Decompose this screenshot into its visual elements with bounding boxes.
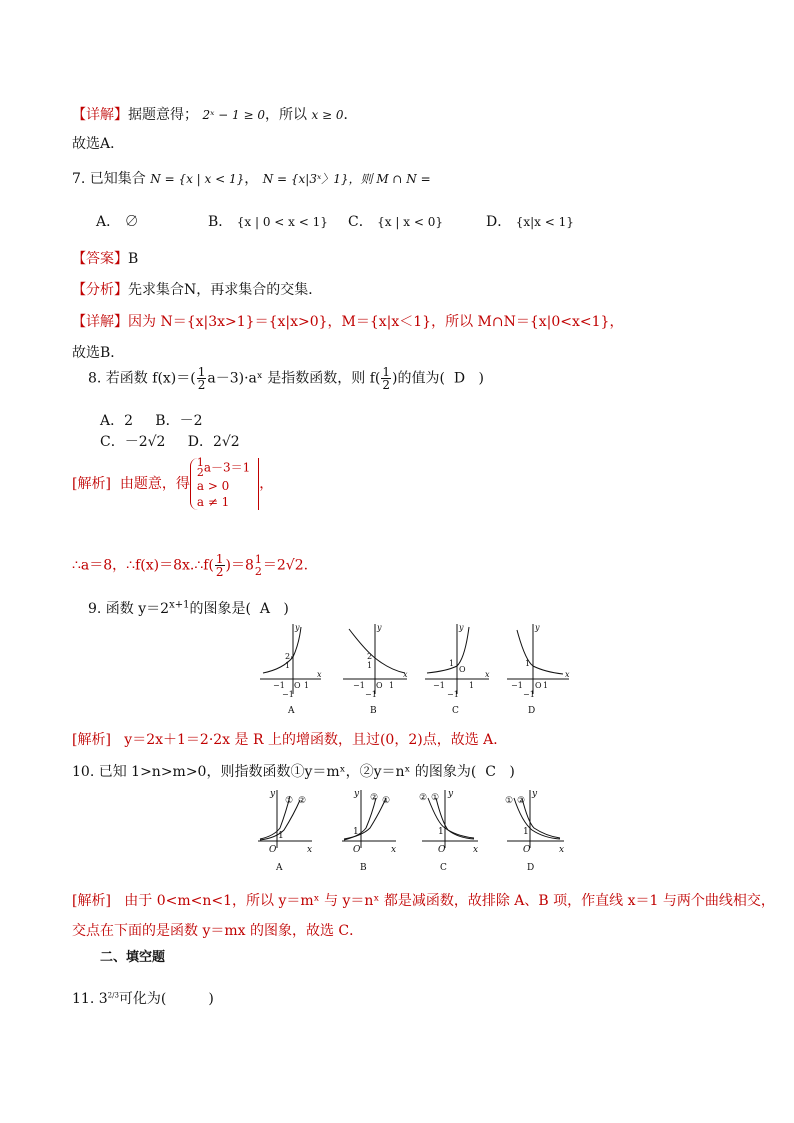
svg-text:y: y xyxy=(377,623,382,632)
q11-exponent: 2/3 xyxy=(107,991,119,1000)
q8-final xyxy=(72,553,308,578)
q10-stem-end: ) xyxy=(509,764,515,780)
svg-text:1: 1 xyxy=(525,659,531,668)
q8-option-a: A．2 xyxy=(100,413,134,429)
svg-text:x: x xyxy=(403,670,408,679)
frac-num: 1 xyxy=(197,365,206,379)
q10-stem xyxy=(72,761,515,781)
svg-text:y: y xyxy=(354,789,360,799)
q9-label-d: D xyxy=(528,706,536,716)
svg-text:②: ② xyxy=(517,796,526,806)
q8-fraction-2 xyxy=(381,366,391,391)
q6-detail-text-b: ，所以 xyxy=(264,107,307,123)
q8-options-row1 xyxy=(100,410,203,430)
q11-stem xyxy=(72,988,214,1008)
option-text: {x | x < 0} xyxy=(377,215,443,229)
q9-stem-a: 9. 函数 y＝2 xyxy=(88,601,170,617)
svg-text:−1: −1 xyxy=(511,681,523,690)
q8-stem-b: a－3)·aˣ 是指数函数，则 f( xyxy=(207,370,381,387)
q7-analysis-text: 先求集合N，再求集合的交集． xyxy=(128,282,323,298)
svg-text:−1: −1 xyxy=(523,690,535,699)
svg-text:x: x xyxy=(317,670,322,679)
q7-set-m: N = {x | x < 1} xyxy=(150,172,245,186)
svg-text:y: y xyxy=(295,623,300,632)
q8-fraction xyxy=(197,366,207,391)
q9-stem-c: ) xyxy=(283,601,289,617)
q7-analysis xyxy=(72,279,322,299)
svg-text:1: 1 xyxy=(389,681,395,690)
q7-answer-value: B xyxy=(128,251,139,267)
svg-text:−1: −1 xyxy=(273,681,285,690)
sys-frac-den: 2 xyxy=(196,466,204,479)
q7-option-c xyxy=(348,211,443,231)
q8-stem-a: 8. 若函数 f(x)＝( xyxy=(88,370,196,387)
frac-den: 2 xyxy=(254,564,262,578)
q10-label-a: A xyxy=(276,863,283,873)
q8-sys-line2: a > 0 xyxy=(196,479,230,493)
q7-stem xyxy=(72,168,431,188)
q8-system xyxy=(190,458,259,510)
svg-text:1: 1 xyxy=(438,827,444,837)
q10-label-c: C xyxy=(440,863,447,873)
svg-text:②: ② xyxy=(419,793,428,803)
q10-sol-text1: 由于 0<m<n<1，所以 y＝mˣ 与 y＝nˣ 都是减函数，故排除 A、B 项，作直线 x＝1 与两个曲线相交， xyxy=(124,893,775,909)
svg-text:1: 1 xyxy=(469,681,475,690)
frac-den: 2 xyxy=(382,378,391,392)
frac-num: 1 xyxy=(254,552,262,566)
q7-set-n: N = {x|3ˣ〉1} xyxy=(262,172,349,186)
q8-sys-line1 xyxy=(197,458,250,478)
q9-exponent: x+1 xyxy=(169,599,190,611)
svg-text:①: ① xyxy=(285,796,294,806)
q6-detail-math2: x ≥ 0 xyxy=(311,108,344,122)
svg-text:O: O xyxy=(269,845,277,855)
q10-stem-text: 10. 已知 1>n>m>0，则指数函数①y＝mˣ，②y＝nˣ 的图象为( xyxy=(72,764,477,780)
q11-text: 可化为( ) xyxy=(118,991,214,1007)
svg-text:1: 1 xyxy=(543,681,549,690)
q7-detail-text: 因为 N＝{x|3x>1}＝{x|x>0}，M＝{x|x＜1}，所以 M∩N＝{x|0<x<1}， xyxy=(128,314,624,330)
svg-text:−1: −1 xyxy=(433,681,445,690)
svg-text:O: O xyxy=(459,665,466,674)
sys-frac-num: 1 xyxy=(196,456,204,469)
svg-text:−1: −1 xyxy=(365,690,377,699)
svg-text:−1: −1 xyxy=(447,690,459,699)
q8-options-row2 xyxy=(100,431,240,451)
svg-text:②: ② xyxy=(298,796,307,806)
q11-base: 3 xyxy=(98,991,108,1007)
q7-stem-prefix: 7. 已知集合 xyxy=(72,171,146,187)
q7-option-d xyxy=(486,211,574,231)
q8-stem-c: )的值为( xyxy=(392,370,445,387)
q10-graphs xyxy=(252,786,572,876)
q9-sol-text: y＝2x＋1＝2·2x 是 R 上的增函数，且过(0，2)点，故选 A． xyxy=(124,732,508,748)
svg-text:x: x xyxy=(307,845,313,855)
section-title: 二、填空题 xyxy=(100,950,166,965)
q9-label-c: C xyxy=(452,706,459,716)
svg-text:1: 1 xyxy=(304,681,310,690)
option-key: C． xyxy=(348,214,373,230)
svg-text:①: ① xyxy=(382,796,391,806)
svg-text:x: x xyxy=(473,845,479,855)
q6-detail-text: 据题意得； xyxy=(128,107,198,123)
q7-detail xyxy=(72,311,623,331)
q9-stem-b: 的图象是( xyxy=(189,601,251,617)
option-key: B． xyxy=(208,214,233,230)
q8-final-c: ＝2√2. xyxy=(262,557,309,574)
q8-final-frac xyxy=(215,553,225,578)
q6-detail-tag: 【详解】 xyxy=(72,107,128,123)
q9-graph-a xyxy=(260,624,321,694)
frac-den: 2 xyxy=(197,378,206,392)
sys-eq1: a－3＝1 xyxy=(203,460,251,475)
svg-text:y: y xyxy=(270,789,276,799)
svg-text:x: x xyxy=(559,845,565,855)
svg-text:1: 1 xyxy=(449,659,455,668)
option-text: ∅ xyxy=(124,214,139,230)
q9-answer: A xyxy=(259,601,270,617)
svg-text:O: O xyxy=(353,845,361,855)
q9-solution xyxy=(72,729,507,749)
frac-den: 2 xyxy=(215,565,224,579)
svg-text:②: ② xyxy=(370,793,379,803)
q6-detail-text-c: ． xyxy=(343,107,358,123)
svg-text:−1: −1 xyxy=(282,690,294,699)
svg-text:①: ① xyxy=(505,796,514,806)
sys-frac xyxy=(197,458,204,478)
svg-text:1: 1 xyxy=(367,661,373,670)
q8-stem-d: ) xyxy=(478,370,484,387)
svg-text:O: O xyxy=(376,681,383,690)
svg-text:O: O xyxy=(438,845,446,855)
svg-text:O: O xyxy=(535,681,542,690)
q8-stem xyxy=(88,366,484,391)
q8-final-b: )＝8 xyxy=(225,557,254,574)
svg-text:1: 1 xyxy=(353,827,359,837)
q7-comma: ， xyxy=(244,171,259,187)
svg-text:O: O xyxy=(523,845,531,855)
svg-text:2: 2 xyxy=(367,652,373,661)
q8-final-a: ∴a＝8，∴f(x)＝8x.∴f( xyxy=(72,557,214,574)
q10-solution-line2: 交点在下面的是函数 y＝mx 的图象，故选 C． xyxy=(72,923,364,939)
q7-answer-tag: 【答案】 xyxy=(72,251,128,267)
q7-option-b xyxy=(208,211,328,231)
svg-text:x: x xyxy=(485,670,490,679)
svg-text:x: x xyxy=(391,845,397,855)
q11-num: 11. xyxy=(72,991,95,1007)
svg-text:y: y xyxy=(532,789,538,799)
svg-text:2: 2 xyxy=(285,652,291,661)
q7-answer xyxy=(72,248,138,268)
q10-solution-line1 xyxy=(72,890,775,910)
q8-option-c: C．－2√2 xyxy=(100,434,166,450)
svg-text:x: x xyxy=(565,670,570,679)
q8-solution xyxy=(72,458,273,510)
svg-text:1: 1 xyxy=(285,661,291,670)
svg-text:y: y xyxy=(448,789,454,799)
svg-text:y: y xyxy=(535,623,540,632)
option-text: {x | 0 < x < 1} xyxy=(236,215,328,229)
q8-option-b: B．－2 xyxy=(155,413,203,429)
q6-conclusion: 故选A． xyxy=(72,136,125,152)
frac-num: 1 xyxy=(215,552,224,566)
q8-sys-line3: a ≠ 1 xyxy=(196,495,230,509)
q6-detail-line xyxy=(72,104,358,124)
svg-text:−1: −1 xyxy=(353,681,365,690)
q9-label-b: B xyxy=(370,706,377,716)
frac-num: 1 xyxy=(382,365,391,379)
q9-stem xyxy=(88,598,289,618)
q10-label-d: D xyxy=(527,863,535,873)
q9-sol-tag: [解析] xyxy=(72,732,111,748)
svg-text:①: ① xyxy=(431,793,440,803)
q10-sol-tag: [解析] xyxy=(72,893,111,909)
q7-option-a xyxy=(96,211,139,231)
svg-text:1: 1 xyxy=(523,827,529,837)
q8-sol-text: 由题意，得 xyxy=(119,476,190,492)
q9-label-a: A xyxy=(288,706,295,716)
q8-option-d: D．2√2 xyxy=(187,434,240,450)
q9-graphs xyxy=(255,622,575,717)
q7-conclusion: 故选B． xyxy=(72,345,125,361)
q10-answer: C xyxy=(485,764,496,780)
q6-detail-math: 2ˣ − 1 ≥ 0 xyxy=(202,108,265,122)
q8-sol-tag: [解析] xyxy=(72,476,111,492)
q8-answer: D xyxy=(453,370,466,387)
option-key: A． xyxy=(96,214,121,230)
q8-sys-tail: ， xyxy=(259,476,274,492)
option-key: D． xyxy=(486,214,512,230)
svg-text:O: O xyxy=(294,681,301,690)
svg-text:1: 1 xyxy=(278,831,284,841)
q7-detail-tag: 【详解】 xyxy=(72,314,128,330)
q8-final-exp xyxy=(255,554,262,578)
svg-text:y: y xyxy=(459,623,464,632)
option-text: {x|x < 1} xyxy=(515,215,574,229)
q7-analysis-tag: 【分析】 xyxy=(72,282,128,298)
q7-stem-suffix: ，则 M ∩ N = xyxy=(348,172,431,186)
q10-label-b: B xyxy=(360,863,367,873)
